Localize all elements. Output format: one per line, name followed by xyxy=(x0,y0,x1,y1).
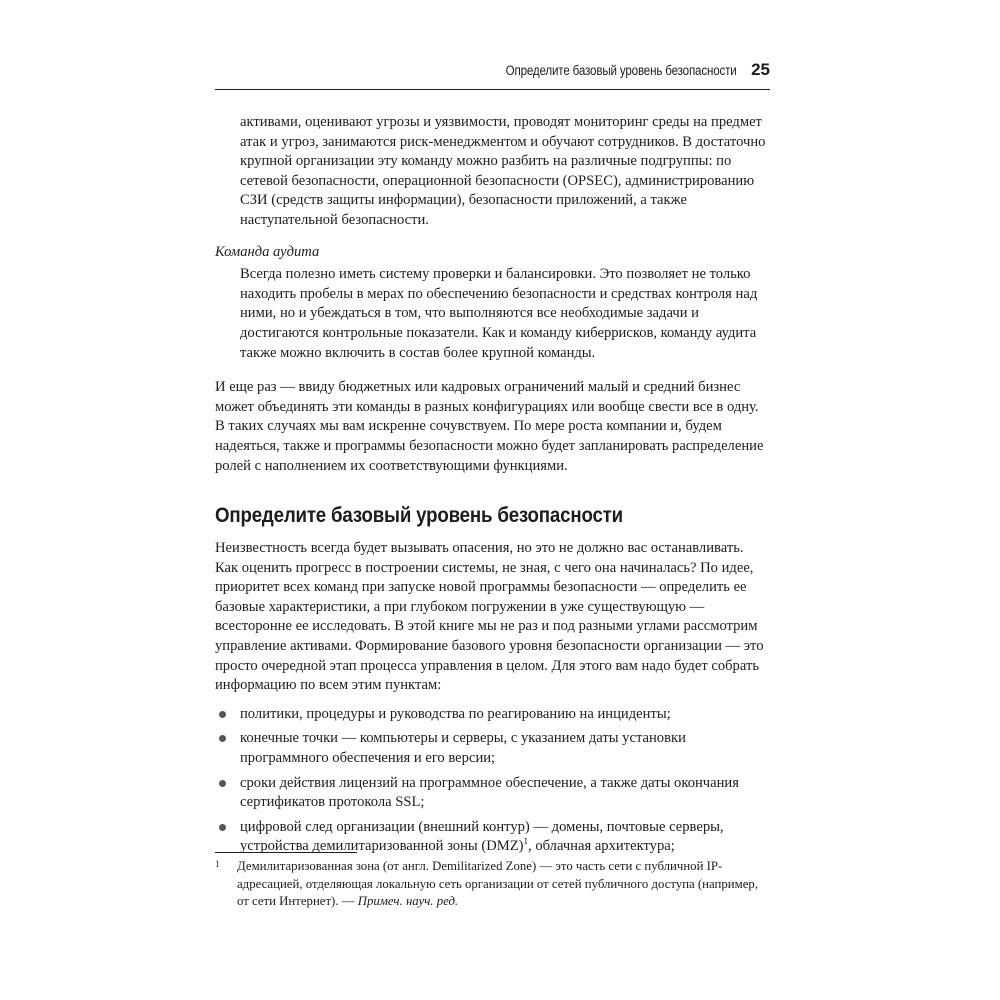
team-description-block xyxy=(240,113,770,231)
book-page xyxy=(215,60,770,862)
audit-paragraph: Всегда полезно иметь систему проверки и балансировки. Это позволяет не только находить пробелы в мерах по обеспечению безопасности и средствах контроля над ними, но и убеждаться в том, что выполняются все необходимые задачи и достигаются контрольные показатели. Как и команду киберрисков, команду аудита также можно включить в состав более крупной команды. xyxy=(240,266,758,361)
bullet-dot-icon xyxy=(219,735,226,742)
list-item-text-end: , облачная архитектура; xyxy=(528,838,675,855)
list-item-text: цифровой след организации (внешний контур) — домены, почтовые серверы, устройства демилитаризованной зоны (DMZ) xyxy=(240,818,724,855)
section-paragraph: Неизвестность всегда будет вызывать опасения, но это не должно вас останавливать. Как оценить прогресс в построении системы, не зная, с чего она начиналась? По идее, приоритет всех команд при запуске новой программы безопасности — определить ее базовые характеристики, а при глубоком погружении в уже существующую — всесторонне ее исследовать. В этой книге мы не раз и под разными углами рассмотрим управление активами. Формирование базового уровня безопасности организации — это просто очередной этап процесса управления в целом. Для этого вам надо будет собрать информацию по всем этим пунктам: xyxy=(215,540,764,694)
list-item-text: сроки действия лицензий на программное обеспечение, а также даты окончания сертификатов протокола SSL; xyxy=(240,774,739,811)
footnote-divider xyxy=(215,852,357,853)
audit-team-title: Команда аудита xyxy=(215,243,320,260)
list-item xyxy=(215,729,770,768)
footnote-text-block xyxy=(237,858,770,911)
footnote-mark: 1 xyxy=(215,859,220,869)
checklist xyxy=(215,705,770,857)
running-title: Определите базовый уровень безопасности xyxy=(506,63,738,78)
list-item xyxy=(215,705,770,725)
bullet-dot-icon xyxy=(219,780,226,787)
intro-paragraph: активами, оценивают угрозы и уязвимости, проводят мониторинг среды на предмет атак и угроз, занимаются риск-менеджментом и обучают сотрудников. В достаточно крупной организации эту команду можно разбить на различные подгруппы: по сетевой безопасности, операционной безопасности (OPSEC), администрированию СЗИ (средств защиты информации), безопасности приложений, а также наступательной безопасности. xyxy=(240,114,766,228)
footnote xyxy=(215,858,770,911)
bullet-dot-icon xyxy=(219,824,226,831)
main-paragraph: И еще раз — ввиду бюджетных или кадровых ограничений малый и средний бизнес может объединять эти команды в разных конфигурациях или вообще свести все в одну. В таких случаях мы вам искренне сочувствуем. По мере роста компании и, будем надеяться, также и программы безопасности можно будет запланировать распределение ролей с наполнением их соответствующими функциями. xyxy=(215,379,764,474)
list-item-text: конечные точки — компьютеры и серверы, с указанием даты установки программного обеспечения и его версии; xyxy=(240,730,686,767)
bullet-dot-icon xyxy=(219,711,226,718)
list-item xyxy=(215,774,770,813)
footnote-text: Демилитаризованная зона (от англ. Demilitarized Zone) — это часть сети с публичной IP-адресацией, отделяющая локальную сеть организации от сетей публичного доступа (например, от сети Интернет). — xyxy=(237,859,759,909)
list-item-text: политики, процедуры и руководства по реагированию на инциденты; xyxy=(240,705,671,722)
running-header xyxy=(215,60,770,90)
page-number: 25 xyxy=(751,60,770,79)
section-heading: Определите базовый уровень безопасности xyxy=(215,504,623,528)
footnote-reference: 1 xyxy=(523,836,529,847)
footnote-editor-note: Примеч. науч. ред. xyxy=(357,894,459,909)
audit-team-block xyxy=(240,265,770,363)
